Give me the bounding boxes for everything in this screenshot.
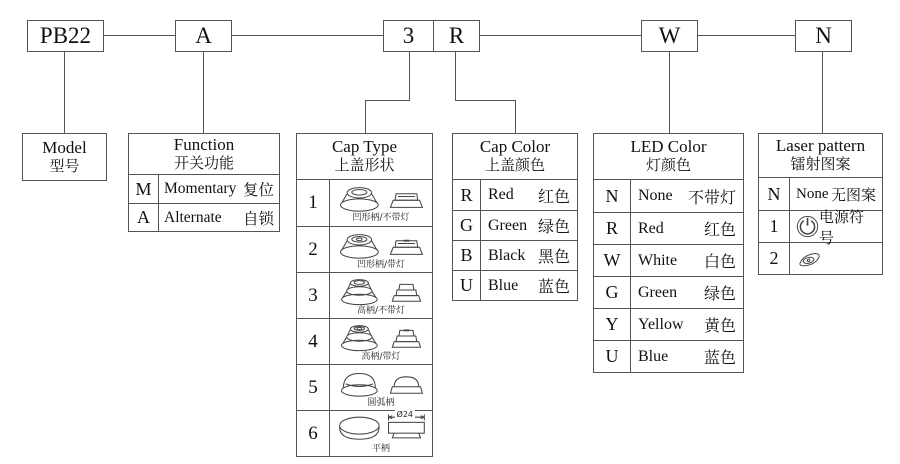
connector-line: [698, 35, 795, 36]
cap-type-title-zh: 上盖形状: [334, 158, 395, 174]
cap-color-table: [452, 133, 578, 301]
cap-type-table: [296, 133, 433, 457]
table-row: [759, 242, 882, 274]
table-row: [129, 203, 279, 231]
label-cell: [631, 277, 743, 308]
connector-line: [104, 35, 175, 36]
cap-caption: 圆弧柄: [367, 398, 395, 408]
label-cell: [631, 180, 743, 212]
code-box-laser: N: [795, 20, 852, 52]
cap-color-table-header: [453, 134, 577, 180]
label-en: Black: [488, 246, 526, 264]
cap-drawing-cell: [330, 180, 432, 226]
label-cell: [481, 241, 577, 270]
connector-line: [232, 35, 383, 36]
function-title-en: Function: [173, 134, 235, 154]
cap-drawing-cell: [330, 319, 432, 364]
table-row: [297, 180, 432, 226]
cap-caption: 凹形柄/不带灯: [352, 213, 410, 223]
label-cell: [159, 175, 279, 203]
table-row: [594, 180, 743, 212]
code-cell: U: [453, 271, 481, 300]
label-zh: 复位: [242, 182, 274, 199]
led-color-table-header: [594, 134, 743, 180]
cap-type-table-header: [297, 134, 432, 180]
label-zh: 不带灯: [687, 189, 736, 207]
table-row: [297, 272, 432, 318]
code-cell: W: [594, 245, 631, 276]
code-box-model: PB22: [27, 20, 104, 52]
label-en: Blue: [638, 347, 669, 365]
code-cell: 1: [297, 180, 330, 226]
table-row: [297, 410, 432, 456]
code-cell: A: [129, 204, 159, 231]
table-row: [297, 364, 432, 410]
cap-caption: 高柄/不带灯: [356, 306, 406, 316]
connector-line: [669, 52, 670, 133]
connector-line: [455, 100, 516, 101]
label-zh: 绿色: [537, 219, 570, 236]
code-cell: U: [594, 341, 631, 372]
connector-line: [822, 52, 823, 133]
cap-concave-led-icon: [331, 227, 431, 260]
cap-drawing-cell: [330, 365, 432, 410]
led-color-table: [593, 133, 744, 373]
label-cell: [631, 309, 743, 340]
label-cell: [481, 271, 577, 300]
label-zh: 白色: [703, 254, 736, 271]
table-row: [297, 318, 432, 364]
label-en: White: [638, 251, 678, 269]
function-table-header: [129, 134, 279, 175]
cap-caption: 平柄: [371, 444, 390, 454]
table-row: [453, 180, 577, 210]
label-cell: [790, 243, 882, 274]
label-cell: [481, 211, 577, 240]
label-zh: 无图案: [830, 187, 876, 204]
label-zh: 蓝色: [703, 350, 736, 367]
table-row: [594, 308, 743, 340]
code-cell: R: [594, 213, 631, 244]
label-en: None: [638, 187, 673, 204]
label-cell: [481, 180, 577, 210]
model-table-header: [23, 134, 106, 180]
connector-line: [365, 100, 366, 133]
label-en: Green: [488, 216, 528, 234]
label-en: Momentary: [164, 180, 237, 197]
table-row: [594, 212, 743, 244]
laser-title-zh: 镭射图案: [790, 157, 851, 173]
cap-concave-no-led-icon: [331, 180, 431, 213]
led-color-title-en: LED Color: [630, 137, 707, 156]
label-zh: 蓝色: [537, 279, 570, 296]
code-cell: Y: [594, 309, 631, 340]
laser-pattern-table-rows: [759, 178, 882, 274]
label-zh: 黑色: [537, 249, 570, 266]
code-cell: 2: [297, 227, 330, 272]
connector-line: [203, 52, 204, 133]
code-cell: G: [453, 211, 481, 240]
label-zh: 电源符号: [819, 209, 865, 247]
cap-color-table-rows: [453, 180, 577, 300]
code-box-led-color: W: [641, 20, 698, 52]
cap-drawing-cell: [330, 227, 432, 272]
eye-pattern-icon: [796, 249, 823, 269]
connector-line: [365, 100, 410, 101]
connector-line: [480, 35, 641, 36]
cap-color-title-zh: 上盖颜色: [484, 158, 545, 174]
label-zh: 自锁: [242, 210, 274, 228]
laser-title-en: Laser pattern: [775, 136, 866, 155]
table-row: [594, 276, 743, 308]
code-cell: 4: [297, 319, 330, 364]
code-cell: R: [453, 180, 481, 210]
cap-flat-icon: [331, 411, 431, 444]
dimension-label: Ø24: [396, 410, 413, 419]
table-row: [759, 209, 882, 247]
code-cell: 3: [297, 273, 330, 318]
connector-line: [409, 52, 410, 100]
code-cell: G: [594, 277, 631, 308]
cap-drawing-cell: [330, 273, 432, 318]
label-cell: [631, 245, 743, 276]
label-en: Green: [638, 283, 678, 301]
function-title-zh: 开关功能: [173, 155, 234, 172]
code-box-function: A: [175, 20, 232, 52]
cap-tall-led-icon: [331, 319, 431, 352]
label-cell: [790, 209, 882, 247]
code-cell: 2: [759, 243, 790, 274]
table-row: [594, 340, 743, 372]
table-row: [297, 226, 432, 272]
cap-type-title-en: Cap Type: [331, 137, 398, 156]
model-title-zh: 型号: [49, 158, 80, 175]
cap-caption: 高柄/带灯: [361, 352, 401, 362]
label-zh: 红色: [537, 188, 570, 206]
label-en: Blue: [488, 276, 519, 294]
label-en: Yellow: [638, 315, 684, 333]
power-symbol-icon: [796, 215, 819, 238]
label-cell: [631, 341, 743, 372]
code-cell: 1: [759, 211, 790, 242]
table-row: [453, 240, 577, 270]
table-row: [129, 175, 279, 203]
laser-pattern-table-header: [759, 134, 882, 178]
code-cell: 6: [297, 411, 330, 456]
label-cell: [159, 204, 279, 231]
code-cell: 5: [297, 365, 330, 410]
table-row: [594, 244, 743, 276]
model-table: [22, 133, 107, 181]
laser-pattern-table: [758, 133, 883, 275]
label-en: Red: [638, 219, 664, 237]
led-color-table-rows: [594, 180, 743, 372]
code-cell: M: [129, 175, 159, 203]
code-cell: B: [453, 241, 481, 270]
cap-color-title-en: Cap Color: [479, 137, 551, 156]
label-zh: 红色: [703, 222, 736, 239]
model-title-en: Model: [42, 137, 87, 157]
table-row: [453, 210, 577, 240]
function-table-rows: [129, 175, 279, 231]
code-box-cap-type: 3: [383, 20, 434, 52]
connector-line: [515, 100, 516, 133]
connector-line: [64, 52, 65, 133]
table-row: [453, 270, 577, 300]
cap-dome-icon: [331, 365, 431, 398]
cap-type-table-rows: [297, 180, 432, 456]
function-table: [128, 133, 280, 232]
label-en: None: [796, 185, 829, 202]
label-cell: [631, 213, 743, 244]
led-color-title-zh: 灯颜色: [645, 158, 691, 174]
code-box-cap-color: R: [433, 20, 480, 52]
label-zh: 黄色: [703, 318, 736, 335]
cap-drawing-cell: [330, 411, 432, 456]
cap-tall-no-led-icon: [331, 273, 431, 306]
code-cell: N: [759, 178, 790, 210]
code-cell: N: [594, 180, 631, 212]
label-en: Red: [488, 186, 514, 203]
label-zh: 绿色: [703, 286, 736, 303]
connector-line: [455, 52, 456, 100]
cap-caption: 凹形柄/带灯: [356, 260, 406, 270]
label-en: Alternate: [164, 208, 222, 226]
